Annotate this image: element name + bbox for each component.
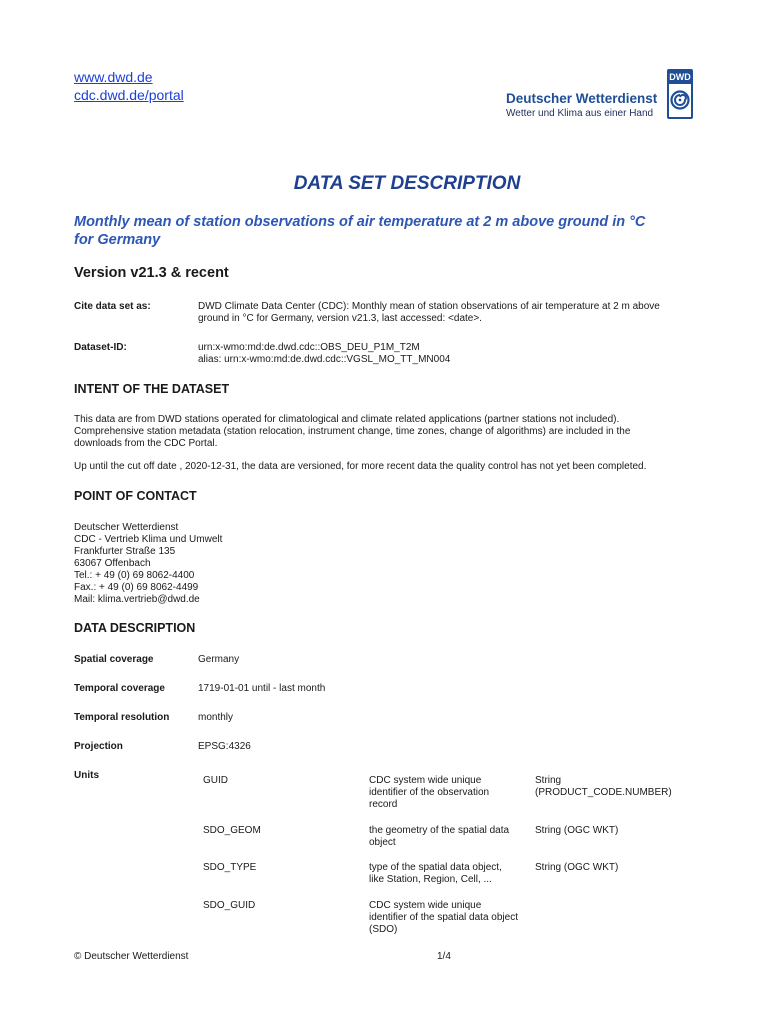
unit-desc-line: CDC system wide unique <box>369 900 482 911</box>
dwd-website-link[interactable]: www.dwd.de <box>74 69 153 85</box>
intent-paragraph <box>74 414 714 450</box>
projection-value: EPSG:4326 <box>198 741 251 752</box>
intent-line: downloads from the CDC Portal. <box>74 438 218 449</box>
intent-heading: INTENT OF THE DATASET <box>74 382 230 396</box>
temporal-resolution-label: Temporal resolution <box>74 712 170 723</box>
contact-line: Frankfurter Straße 135 <box>74 546 176 557</box>
cite-line: ground in °C for Germany, version v21.3, last accessed: <date>. <box>198 313 482 324</box>
dataset-id-urn: urn:x-wmo:md:de.dwd.cdc::OBS_DEU_P1M_T2M <box>198 342 420 353</box>
unit-description <box>369 862 534 886</box>
cite-text <box>198 301 698 325</box>
intent-cutoff-paragraph: Up until the cut off date , 2020-12-31, the data are versioned, for more recent data the quality control has not yet been completed. <box>74 461 647 472</box>
logo-name: Deutscher Wetterdienst <box>506 91 658 106</box>
swirl-logo-icon <box>669 84 691 114</box>
data-description-heading: DATA DESCRIPTION <box>74 621 196 635</box>
unit-desc-line: (SDO) <box>369 924 398 935</box>
footer-page-number: 1/4 <box>437 951 451 962</box>
unit-description <box>369 825 534 849</box>
unit-desc-line: object <box>369 837 396 848</box>
contact-line: 63067 Offenbach <box>74 558 151 569</box>
version-heading: Version v21.3 & recent <box>74 265 229 281</box>
dataset-id-alias: alias: urn:x-wmo:md:de.dwd.cdc::VGSL_MO_TT_MN004 <box>198 354 451 365</box>
intent-line: This data are from DWD stations operated for climatological and climate related applications (partner stations not included). <box>74 414 620 425</box>
unit-desc-line: identifier of the observation <box>369 787 490 798</box>
dataset-id-label: Dataset-ID: <box>74 342 127 353</box>
contact-address <box>74 522 374 606</box>
unit-type: String (OGC WKT) <box>535 825 619 836</box>
unit-desc-line: CDC system wide unique <box>369 775 482 786</box>
cdc-portal-link[interactable]: cdc.dwd.de/portal <box>74 87 184 103</box>
contact-email[interactable]: Mail: klima.vertrieb@dwd.de <box>74 594 200 605</box>
unit-name: SDO_TYPE <box>203 862 257 873</box>
unit-desc-line: record <box>369 799 398 810</box>
page-title: DATA SET DESCRIPTION <box>293 173 521 194</box>
temporal-coverage-value: 1719-01-01 until - last month <box>198 683 326 694</box>
unit-description <box>369 900 539 936</box>
contact-line: Tel.: + 49 (0) 69 8062-4400 <box>74 570 195 581</box>
unit-desc-line: like Station, Region, Cell, ... <box>369 874 492 885</box>
dwd-logo <box>503 69 698 121</box>
subtitle-line: for Germany <box>74 232 161 248</box>
spatial-coverage-value: Germany <box>198 654 240 665</box>
intent-line: Comprehensive station metadata (station relocation, instrument change, time zones, change of algorithms) are included in the <box>74 426 631 437</box>
contact-line: Fax.: + 49 (0) 69 8062-4499 <box>74 582 199 593</box>
unit-desc-line: type of the spatial data object, <box>369 862 502 873</box>
spatial-coverage-label: Spatial coverage <box>74 654 154 665</box>
dataset-id-text <box>198 342 698 366</box>
unit-desc-line: identifier of the spatial data object <box>369 912 518 923</box>
logo-abbr: DWD <box>669 72 691 82</box>
cite-label: Cite data set as: <box>74 301 151 312</box>
contact-line: CDC - Vertrieb Klima und Umwelt <box>74 534 223 545</box>
logo-badge <box>667 69 693 119</box>
logo-tagline: Wetter und Klima aus einer Hand <box>506 108 654 119</box>
dataset-subtitle <box>74 213 714 249</box>
temporal-coverage-label: Temporal coverage <box>74 683 165 694</box>
contact-heading: POINT OF CONTACT <box>74 489 197 503</box>
temporal-resolution-value: monthly <box>198 712 234 723</box>
unit-desc-line: the geometry of the spatial data <box>369 825 510 836</box>
unit-name: SDO_GUID <box>203 900 256 911</box>
unit-type <box>535 775 715 799</box>
footer-copyright: © Deutscher Wetterdienst <box>74 951 189 962</box>
units-label: Units <box>74 770 99 781</box>
contact-line: Deutscher Wetterdienst <box>74 522 179 533</box>
subtitle-line: Monthly mean of station observations of air temperature at 2 m above ground in °C <box>74 214 646 230</box>
projection-label: Projection <box>74 741 123 752</box>
cite-line: DWD Climate Data Center (CDC): Monthly mean of station observations of air temperature at 2 m above <box>198 301 660 312</box>
unit-description <box>369 775 534 811</box>
unit-type: String (OGC WKT) <box>535 862 619 873</box>
unit-name: SDO_GEOM <box>203 825 261 836</box>
unit-type-line: String <box>535 775 562 786</box>
unit-type-line: (PRODUCT_CODE.NUMBER) <box>535 787 672 798</box>
unit-name: GUID <box>203 775 228 786</box>
